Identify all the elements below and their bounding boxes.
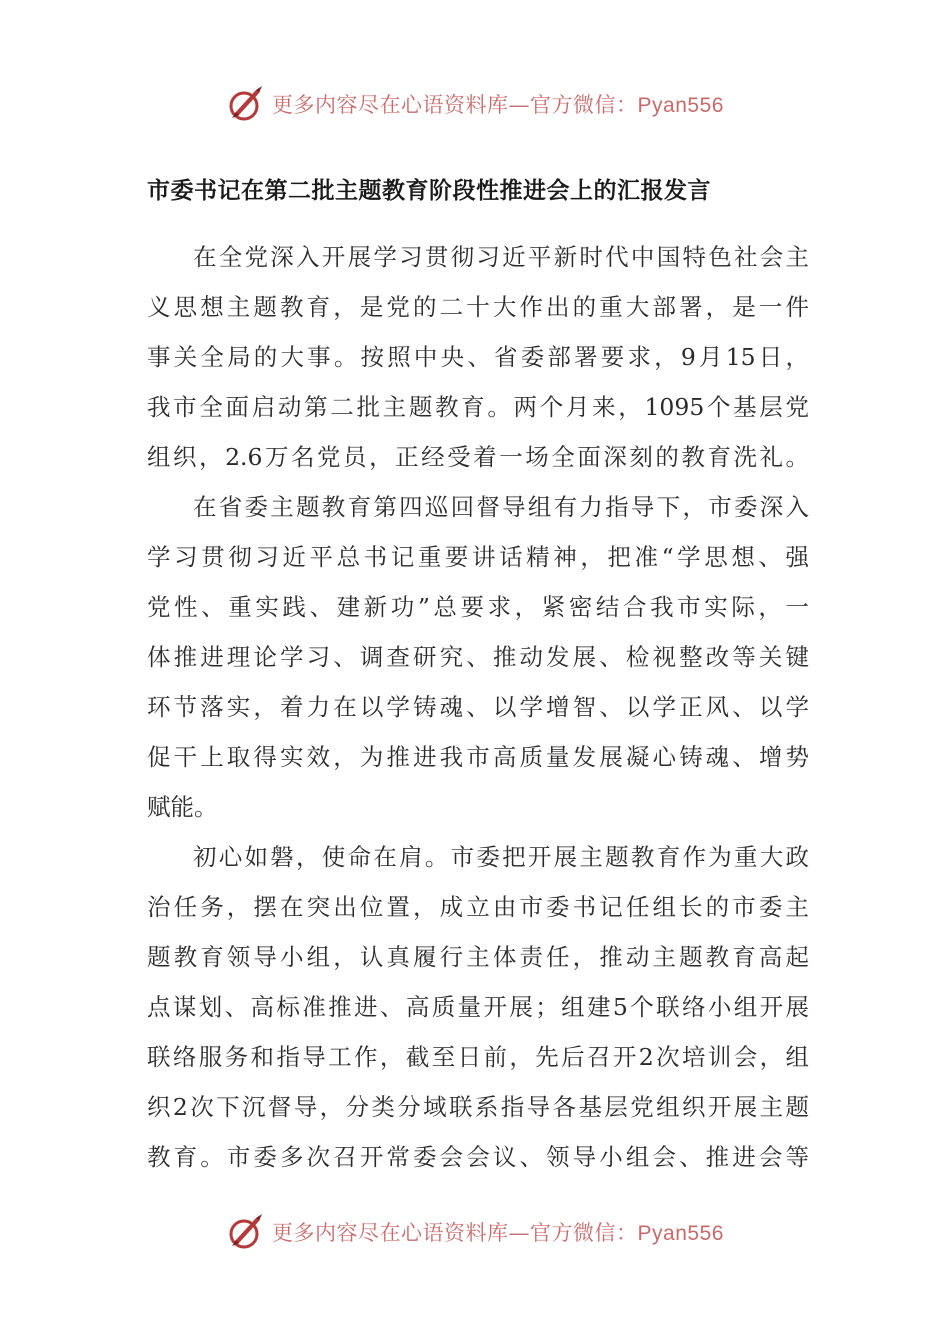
- paragraph-line: 联络服务和指导工作，截至日前，先后召开2次培训会，组: [147, 1043, 809, 1071]
- paragraph-line: 义思想主题教育，是党的二十大作出的重大部署，是一件: [147, 293, 809, 321]
- paragraph-line: 体推进理论学习、调查研究、推动发展、检视整改等关键: [147, 643, 809, 671]
- paragraph-line: 题教育领导小组，认真履行主体责任，推动主题教育高起: [147, 943, 809, 971]
- header-watermark-banner: [0, 80, 950, 128]
- footer-wechat-handle: Pyan556: [637, 1222, 724, 1245]
- paragraph-line: 党性、重实践、建新功”总要求，紧密结合我市实际，一: [147, 593, 809, 621]
- footer-watermark-text: 更多内容尽在心语资料库—官方微信：Pyan556: [272, 1221, 724, 1245]
- header-watermark-text: 更多内容尽在心语资料库—官方微信：Pyan556: [272, 93, 724, 117]
- paragraph-line: 点谋划、高标准推进、高质量开展；组建5个联络小组开展: [147, 993, 809, 1021]
- paragraph-line: 事关全局的大事。按照中央、省委部署要求，9月15日，: [147, 343, 809, 371]
- paragraph-line: 赋能。: [147, 793, 218, 821]
- paragraph-2: [147, 482, 809, 832]
- header-wechat-handle: Pyan556: [637, 94, 724, 117]
- paragraph-line: 治任务，摆在突出位置，成立由市委书记任组长的市委主: [147, 893, 809, 921]
- paragraph-line: 初心如磐，使命在肩。市委把开展主题教育作为重大政: [193, 843, 809, 871]
- quill-pen-logo-icon: [226, 1212, 266, 1252]
- paragraph-1: [147, 232, 809, 482]
- paragraph-line: 促干上取得实效，为推进我市高质量发展凝心铸魂、增势: [147, 743, 809, 771]
- document-title: 市委书记在第二批主题教育阶段性推进会上的汇报发言: [147, 177, 711, 204]
- paragraph-line: 织2次下沉督导，分类分域联系指导各基层党组织开展主题: [147, 1093, 809, 1121]
- paragraph-line: 我市全面启动第二批主题教育。两个月来，1095个基层党: [147, 393, 809, 421]
- paragraph-3: [147, 832, 809, 1182]
- document-body: [147, 232, 809, 1182]
- paragraph-line: 在全党深入开展学习贯彻习近平新时代中国特色社会主: [193, 243, 809, 271]
- paragraph-line: 在省委主题教育第四巡回督导组有力指导下，市委深入: [193, 493, 809, 521]
- footer-watermark-banner: [0, 1208, 950, 1256]
- paragraph-line: 教育。市委多次召开常委会会议、领导小组会、推进会等: [147, 1143, 809, 1171]
- paragraph-line: 组织，2.6万名党员，正经受着一场全面深刻的教育洗礼。: [147, 443, 809, 471]
- quill-pen-logo-icon: [226, 84, 266, 124]
- paragraph-line: 学习贯彻习近平总书记重要讲话精神，把准“学思想、强: [147, 543, 809, 571]
- paragraph-line: 环节落实，着力在以学铸魂、以学增智、以学正风、以学: [147, 693, 809, 721]
